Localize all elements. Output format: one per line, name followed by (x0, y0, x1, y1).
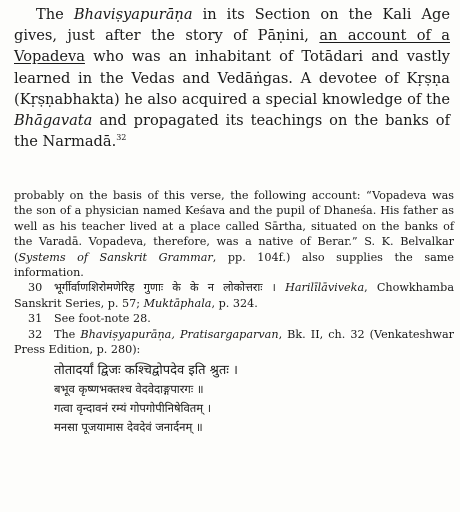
main-paragraph (14, 4, 450, 152)
footnote-text: , Bk. II, ch. 32 (Venkateshwar Press Edition, p. 280): (14, 327, 454, 357)
main-text-part: in its Section on the Kali Age gives, just after the story of Pāṇini, (14, 6, 450, 45)
footnote-number: 30 (28, 281, 43, 295)
main-text-part: who was an inhabitant of Totādari and vastly learned in the Vedas and Vedāṅgas. A devotee of Kṛṣṇa (Kṛṣṇabhakta) he also acquired a special knowledge of the (14, 48, 450, 108)
devanagari-quote: भूर्गीर्वाणशिरोमणेरिह गुणाः के के न लोकोत्तराः । (54, 281, 276, 295)
verse-line: तोतादर्यां द्विजः कश्चिद्वोपदेव इति श्रुतः । (54, 363, 238, 379)
footnote-text: The (54, 327, 81, 341)
main-text-end: and propagated its teachings on the banks of the Narmadā. (14, 112, 450, 151)
title-muktaphala: Muktāphala (143, 296, 212, 310)
footnote-text: See foot-note 28. (54, 312, 151, 326)
underlined-phrase: an account of a Vopadeva (14, 27, 450, 66)
footnote-30 (14, 280, 454, 311)
verse-line: बभूव कृष्णभक्तश्च वेदवेदाङ्गपारगः ॥ (54, 382, 204, 397)
footnotes-section (14, 188, 454, 437)
footnote-text: , pp. 104f.) also supplies the same information. (14, 250, 454, 280)
main-text-start: The (36, 6, 74, 23)
footnote-32 (14, 327, 454, 358)
footnote-marker: 32 (116, 133, 127, 143)
footnote-continuation (14, 188, 454, 280)
title-pratisargaparvan: Bhaviṣyapurāṇa, Pratisargaparvan (80, 327, 279, 341)
footnote-31 (14, 311, 454, 326)
sanskrit-verse (14, 361, 454, 437)
footnote-number: 31 (28, 312, 43, 326)
footnote-text: , p. 324. (211, 296, 258, 310)
title-harililaviveka: Harilīlāviveka (285, 281, 365, 295)
verse-line: मनसा पूजयामास देवदेवं जनार्दनम् ॥ (54, 420, 203, 435)
title-systems: Systems of Sanskrit Grammar (18, 250, 213, 264)
footnote-text: , Chowkhamba Sanskrit Series, p. 57; (14, 281, 454, 310)
title-bhagavata: Bhāgavata (14, 112, 93, 130)
footnote-number: 32 (28, 327, 43, 341)
footnote-text: probably on the basis of this verse, the following account: “Vopadeva was the son of a physician named Keśava and the pupil of Dhaneśa. His father as well as his teacher lived at a place called Sārtha, situated on the banks of the Varadā. Vopadeva, therefore, was a native of Berar.” S. K. Belvalkar ( (14, 189, 454, 264)
title-bhavisyapurana: Bhaviṣyapurāṇa (73, 6, 193, 23)
verse-line: गत्वा वृन्दावनं रम्यं गोपगोपीनिषेवितम् । (54, 401, 212, 416)
